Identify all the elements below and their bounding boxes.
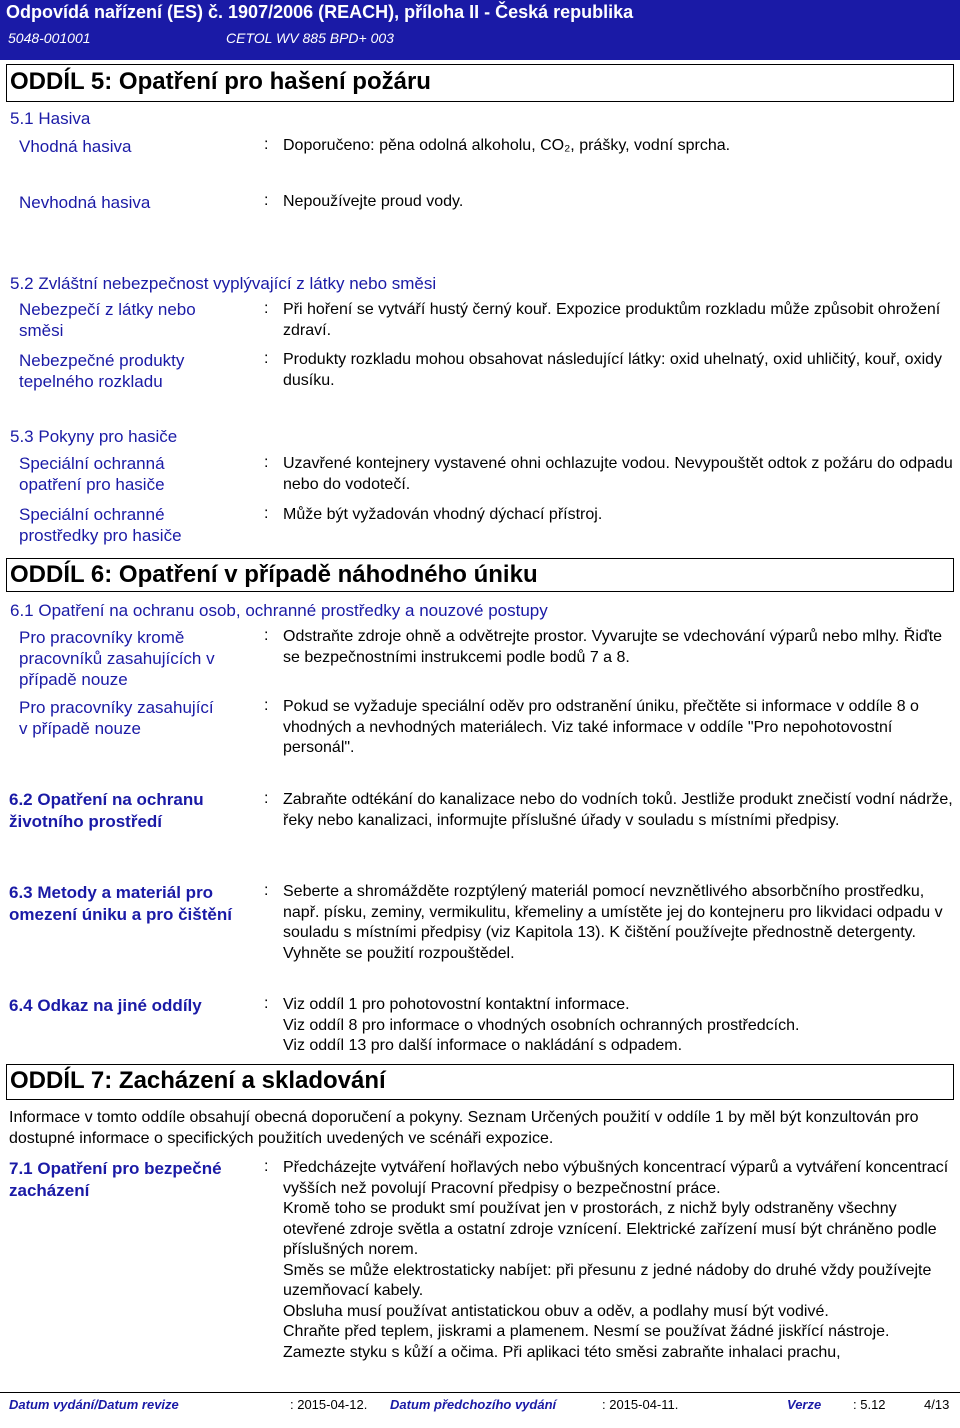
colon: : [264, 1158, 269, 1175]
section-7-heading: ODDÍL 7: Zacházení a skladování [10, 1067, 386, 1094]
label-line: směsi [19, 321, 64, 340]
subsection-6-2-value: Zabraňte odtékání do kanalizace nebo do vodních toků. Jestliže produkt znečistí vodní nádrže, řeky nebo kanalizaci, informujte příslušné úřady v souladu s místními předpisy. [283, 791, 953, 829]
emergency-responders-value: Pokud se vyžaduje speciální oděv pro odstranění úniku, přečtěte si informace v oddíle 8 o vhodných a nevhodných materiálech. Viz také informace v oddíle "Pro nepohotovostní personál". [283, 698, 919, 756]
section-5-heading: ODDÍL 5: Opatření pro hašení požáru [10, 68, 431, 95]
product-name: CETOL WV 885 BPD+ 003 [226, 30, 394, 46]
special-measures-label [19, 453, 165, 495]
subsection-6-2-label [9, 789, 204, 833]
label-line: v případě nouze [19, 719, 141, 738]
label-line: Nebezpečné produkty [19, 351, 185, 370]
hazard-value: Při hoření se vytváří hustý černý kouř. Expozice produktům rozkladu může způsobit ohrožení zdraví. [283, 301, 941, 339]
colon: : [264, 454, 269, 471]
paragraph: Směs se může elektrostaticky nabíjet: při přesunu z jedné nádoby do druhé vždy používejte uzemňovací kabely. [283, 1261, 932, 1299]
special-equipment-label [19, 504, 182, 546]
subsection-6-1-title: 6.1 Opatření na ochranu osob, ochranné prostředky a nouzové postupy [10, 601, 548, 620]
special-equipment-value: Může být vyžadován vhodný dýchací přístroj. [283, 506, 603, 523]
paragraph: Předcházejte vytváření hořlavých nebo výbušných koncentrací výparů a vytváření koncentrací vyšších než povolují Pracovní předpisy o bezpečnostní práce. [283, 1159, 949, 1197]
label-line: opatření pro hasiče [19, 475, 165, 494]
colon: : [264, 350, 269, 367]
colon: : [264, 790, 269, 807]
label-line: 7.1 Opatření pro bezpečné [9, 1159, 222, 1178]
label-line: omezení úniku a pro čištění [9, 905, 232, 924]
special-measures-value: Uzavřené kontejnery vystavené ohni ochlazujte vodou. Nevypouštět odtok z požáru do odpadu nebo do vodotečí. [283, 455, 953, 493]
reference-line: Viz oddíl 13 pro další informace o nakládání s odpadem. [283, 1037, 683, 1054]
non-emergency-personnel-label [19, 627, 215, 690]
issue-date-value: : 2015-04-12. [290, 1397, 368, 1412]
subsection-5-3-title: 5.3 Pokyny pro hasiče [10, 427, 178, 446]
label-line: 6.3 Metody a materiál pro [9, 883, 214, 902]
label-line: prostředky pro hasiče [19, 526, 182, 545]
previous-issue-value: : 2015-04-11. [602, 1397, 679, 1412]
colon: : [264, 136, 269, 153]
paragraph: Kromě toho se produkt smí používat jen v prostorách, z nichž byly odstraněny všechny otevřené zdroje světla a ostatní zdroje vznícení. Elektrické zařízení musí být chráněno podle příslušných norem. [283, 1200, 937, 1258]
colon: : [264, 192, 269, 209]
suitable-media-value: Doporučeno: pěna odolná alkoholu, CO₂, prášky, vodní sprcha. [283, 137, 731, 154]
label-line: Speciální ochranné [19, 505, 165, 524]
colon: : [264, 300, 269, 317]
decomposition-products-label [19, 350, 184, 392]
page-number: 4/13 [924, 1397, 950, 1412]
unsuitable-media-value: Nepoužívejte proud vody. [283, 193, 464, 210]
regulation-title: Odpovídá nařízení (ES) č. 1907/2006 (REACH), příloha II - Česká republika [6, 2, 634, 22]
paragraph: Chraňte před teplem, jiskrami a plamenem. Nesmí se používat žádné jiskřící nástroje. [283, 1323, 890, 1340]
subsection-6-3-label [9, 882, 232, 926]
label-line: životního prostředí [9, 812, 162, 831]
label-line: Speciální ochranná [19, 454, 165, 473]
label-line: případě nouze [19, 670, 128, 689]
paragraph: Obsluha musí používat antistatickou obuv a oděv, a podlahy musí být vodivé. [283, 1302, 829, 1320]
reference-line: Viz oddíl 1 pro pohotovostní kontaktní informace. [283, 996, 630, 1013]
paragraph: Zamezte styku s kůží a očima. Při aplikaci této směsi zabraňte inhalaci prachu, [283, 1343, 841, 1361]
section-6-heading: ODDÍL 6: Opatření v případě náhodného úniku [10, 561, 538, 588]
colon: : [264, 505, 269, 522]
issue-date-label: Datum vydání/Datum revize [9, 1397, 179, 1412]
previous-issue-label: Datum předchozího vydání [390, 1397, 557, 1412]
hazard-label [19, 299, 196, 341]
product-number: 5048-001001 [8, 30, 91, 46]
version-label: Verze [787, 1397, 822, 1412]
subsection-6-4-value [283, 995, 955, 1057]
subsection-7-1-value [283, 1158, 955, 1363]
subsection-6-3-value: Seberte a shromážděte rozptýlený materiál pomocí nevznětlivého absorbčního prostředku, např. písku, zeminy, vermikulitu, křemeliny a umístěte jej do kontejneru pro likvidaci odpadu v souladu s místními předpisy (viz Kapitola 13). K čištění používejte přednostně detergenty. Vyhněte se použití rozpouštědel. [283, 883, 943, 962]
section-7-intro: Informace v tomto oddíle obsahují obecná doporučení a pokyny. Seznam Určených použití v oddíle 1 by měl být konzultován pro dostupné informace o specifických použitích uvedených ve scénáři expozice. [9, 1109, 919, 1147]
label-line: tepelného rozkladu [19, 372, 163, 391]
label-line: Pro pracovníky kromě [19, 628, 185, 647]
colon: : [264, 627, 269, 644]
subsection-6-4-label: 6.4 Odkaz na jiné oddíly [9, 996, 202, 1015]
subsection-5-2-title: 5.2 Zvláštní nebezpečnost vyplývající z látky nebo směsi [10, 274, 437, 293]
decomposition-products-value: Produkty rozkladu mohou obsahovat následující látky: oxid uhelnatý, oxid uhličitý, kouř, oxidy dusíku. [283, 351, 943, 389]
label-line: Nebezpečí z látky nebo [19, 300, 196, 319]
non-emergency-personnel-value: Odstraňte zdroje ohně a odvětrejte prostor. Vyvarujte se vdechování výparů nebo mlhy. Řiďte se bezpečnostními instrukcemi podle bodů 7 a 8. [283, 628, 943, 666]
version-value: : 5.12 [853, 1397, 886, 1412]
label-line: Pro pracovníky zasahující [19, 698, 214, 717]
label-line: pracovníků zasahujících v [19, 649, 215, 668]
subsection-7-1-label [9, 1158, 222, 1202]
reference-line: Viz oddíl 8 pro informace o vhodných osobních ochranných prostředcích. [283, 1016, 800, 1034]
colon: : [264, 995, 269, 1012]
footer-divider [0, 1392, 960, 1393]
colon: : [264, 882, 269, 899]
colon: : [264, 697, 269, 714]
label-line: zacházení [9, 1181, 90, 1200]
emergency-responders-label [19, 697, 214, 739]
suitable-media-label: Vhodná hasiva [19, 137, 132, 156]
subsection-5-1-title: 5.1 Hasiva [10, 109, 91, 128]
unsuitable-media-label: Nevhodná hasiva [19, 193, 151, 212]
label-line: 6.2 Opatření na ochranu [9, 790, 204, 809]
